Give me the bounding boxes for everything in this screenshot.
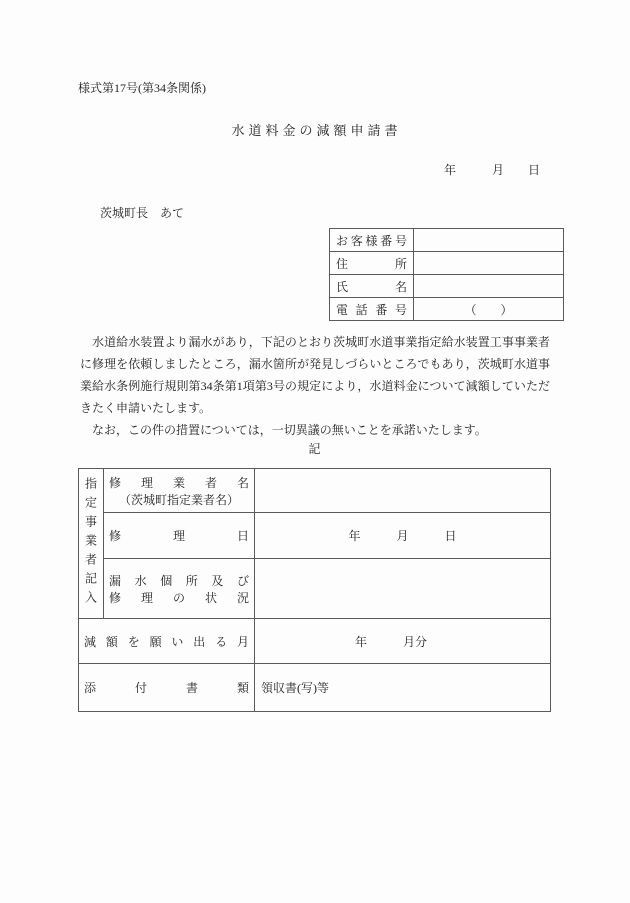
address-field	[414, 252, 564, 275]
repair-detail-table	[78, 468, 551, 712]
leak-field	[255, 559, 551, 619]
name-label: 氏名	[336, 279, 407, 294]
table-row	[79, 513, 551, 559]
table-row	[330, 275, 564, 298]
customer-number-field	[414, 229, 564, 252]
reduction-month-label-cell	[79, 619, 255, 664]
repair-date-label-cell	[104, 513, 255, 559]
list-heading: 記	[308, 442, 321, 456]
leak-label-cell	[104, 559, 255, 619]
date-line: 年 月 日	[443, 163, 540, 177]
phone-label: 電話番号	[336, 302, 407, 317]
leak-label-line2: 修理の状況	[109, 590, 249, 605]
attachment-field: 領収書(写)等	[255, 664, 551, 712]
body-paragraph-1: 水道給水装置より漏水があり，下記のとおり茨城町水道事業指定給水装置工事事業者に修理を依頼しましたところ，漏水箇所が発見しづらいところでもあり，茨城町水道事業給水条例施行規則第34条第1項第3号の規定により，水道料金について減額していただきたく申請いたします。	[80, 335, 550, 415]
addressee: 茨城町長 あて	[100, 206, 185, 220]
repairer-sublabel: （茨城町指定業者名）	[118, 492, 239, 507]
customer-number-label: お客様番号	[336, 233, 407, 248]
reduction-month-field: 年 月分	[255, 619, 551, 664]
repairer-label-cell	[104, 469, 255, 513]
page-title: 水道料金の減額申請書	[231, 123, 402, 138]
attachment-label: 添付書類	[84, 681, 249, 695]
table-row	[79, 559, 551, 619]
body-paragraph-2: なお，この件の措置については，一切異議の無いことを承諾いたします。	[80, 423, 487, 437]
attachment-label-cell	[79, 664, 255, 712]
address-label: 住所	[336, 256, 407, 271]
form-number: 様式第17号(第34条関係)	[78, 81, 206, 95]
table-row	[79, 619, 551, 664]
phone-field: （ ）	[414, 298, 564, 321]
table-row	[330, 229, 564, 252]
repairer-field	[255, 469, 551, 513]
side-label-vertical: 指定事業者記入	[83, 477, 98, 610]
table-row	[330, 252, 564, 275]
applicant-info-table	[329, 228, 564, 321]
repair-date-field: 年 月 日	[255, 513, 551, 559]
table-row	[330, 298, 564, 321]
repair-date-label: 修理日	[109, 529, 249, 543]
table-row	[79, 664, 551, 712]
reduction-month-label: 減額を願い出る月	[84, 634, 249, 649]
leak-label-line1: 漏水個所及び	[109, 573, 249, 588]
body-text	[80, 331, 550, 441]
table-row	[79, 469, 551, 513]
side-label-cell	[79, 469, 104, 619]
name-field	[414, 275, 564, 298]
repairer-label: 修理業者名	[109, 475, 249, 490]
